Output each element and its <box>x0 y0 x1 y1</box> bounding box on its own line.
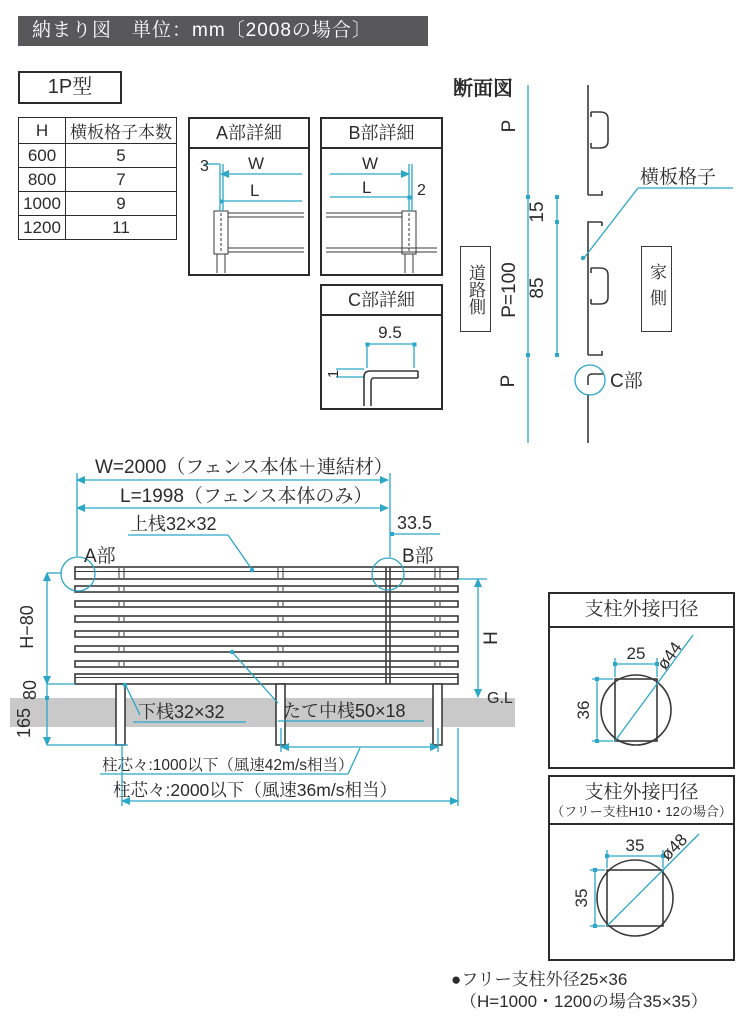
detail-c-tick <box>366 343 370 347</box>
top-rail-leader <box>128 535 251 568</box>
dim-85: 85 <box>527 277 548 299</box>
board-grid-label: 横板格子 <box>640 167 717 188</box>
circumcircle2-title: 支柱外接円径 <box>584 782 699 803</box>
bottom-rail-label: 下桟32×32 <box>138 702 225 722</box>
table-row <box>19 144 177 168</box>
c2-height: 35 <box>572 888 591 908</box>
dim-p100: P=100 <box>499 262 520 318</box>
mid-rail-label: たて中桟50×18 <box>283 701 406 721</box>
c-part-circle <box>575 365 605 395</box>
cell-h: 800 <box>19 168 66 192</box>
table-header-row <box>19 118 177 144</box>
detail-a-l-tick <box>220 200 224 204</box>
cell-h: 1200 <box>19 216 66 240</box>
detail-c-tick <box>413 343 417 347</box>
c2-tick <box>605 854 609 858</box>
circumcircle2-subtitle: （フリー支柱H10・12の場合） <box>551 804 732 819</box>
section-dim-lines <box>528 85 557 443</box>
section-view-title: 断面図 <box>453 78 513 100</box>
c1-tick <box>595 739 599 743</box>
col-header-count: 横板格子本数 <box>66 118 177 144</box>
detail-a-drawing <box>190 149 306 273</box>
detail-b-dim2: 2 <box>417 182 426 199</box>
house-side-label: 家側 <box>647 263 666 315</box>
detail-a-box <box>188 117 310 276</box>
top-rail-dot <box>250 568 254 572</box>
circumcircle2-header <box>550 777 733 825</box>
model-type-label: 1P型 <box>47 76 93 98</box>
dim335-tick <box>390 532 394 536</box>
b-part-label: B部 <box>402 546 434 567</box>
c2-tick <box>593 924 597 928</box>
title-bar <box>18 16 428 46</box>
cell-count: 9 <box>66 192 177 216</box>
detail-b-w: W <box>362 154 379 173</box>
detail-a-l: L <box>250 181 260 200</box>
circumcircle-box-2 <box>548 775 735 961</box>
footnote <box>451 969 708 1013</box>
section-drawing <box>448 60 740 450</box>
pitch2-label: 柱芯々:2000以下（風速36m/s相当） <box>113 780 397 800</box>
page-title: 納まり図 単位：mm〔2008の場合〕 <box>32 20 372 41</box>
top-rail-label: 上桟32×32 <box>130 514 217 534</box>
c1-tick <box>613 662 617 666</box>
col-header-h: H <box>19 118 66 144</box>
w-dim-label: W=2000（フェンス本体＋連結材） <box>95 457 393 478</box>
detail-b-l-tick <box>408 196 412 200</box>
section-leader-dot <box>581 256 585 260</box>
detail-c-dims <box>336 344 414 377</box>
c1-diameter: ø44 <box>653 638 686 674</box>
c1-tick <box>595 677 599 681</box>
circumcircle1-drawing <box>550 628 733 765</box>
dim-h80: H−80 <box>17 605 37 649</box>
dim-335: 33.5 <box>397 513 433 533</box>
detail-c-drawing <box>322 316 439 408</box>
c2-diameter: ø48 <box>657 830 692 865</box>
mid-rail-dot <box>230 650 234 654</box>
c2-tick <box>593 868 597 872</box>
detail-c-dim-width: 9.5 <box>378 323 402 342</box>
table-row <box>19 192 177 216</box>
circumcircle-box-1 <box>548 592 735 769</box>
detail-b-title: B部詳細 <box>322 119 441 149</box>
cell-h: 600 <box>19 144 66 168</box>
detail-a-w: W <box>248 154 265 173</box>
road-side-label: 道路側 <box>466 263 485 315</box>
cell-h: 1000 <box>19 192 66 216</box>
model-type-box <box>18 71 122 104</box>
footnote-line1: ●フリー支柱外径25×36 <box>451 970 628 989</box>
detail-a-dim3: 3 <box>200 158 209 175</box>
detail-c-box <box>320 284 443 410</box>
dim-p-bottom: P <box>498 374 519 388</box>
gl-label: G.L <box>487 690 513 707</box>
house-side-box <box>641 246 672 332</box>
ground-tick <box>45 696 49 700</box>
detail-a-fence-lines <box>214 211 304 273</box>
detail-a-title: A部詳細 <box>190 119 308 149</box>
table-row <box>19 216 177 240</box>
l-dim-label: L=1998（フェンス本体のみ） <box>120 486 373 507</box>
detail-c-profile <box>364 371 418 406</box>
footnote-line2: （H=1000・1200の場合35×35） <box>460 992 708 1011</box>
dim-h: H <box>481 631 502 645</box>
c1-width: 25 <box>626 644 646 663</box>
c1-height: 36 <box>574 700 593 720</box>
a-part-label: A部 <box>84 546 116 567</box>
road-side-box <box>460 246 491 332</box>
dim-165: 165 <box>14 707 34 739</box>
bottom-rail-dot <box>123 683 127 687</box>
circumcircle1-title: 支柱外接円径 <box>550 594 733 628</box>
post-section-1 <box>601 675 671 745</box>
detail-c-title: C部詳細 <box>322 286 441 316</box>
pitch1-label: 柱芯々:1000以下（風速42m/s相当） <box>102 757 354 774</box>
detail-b-box <box>320 117 443 276</box>
c-part-label: C部 <box>610 371 643 392</box>
board-count-table <box>18 117 177 240</box>
c2-width: 35 <box>625 836 645 855</box>
table-row <box>19 168 177 192</box>
dim-80: 80 <box>20 679 40 701</box>
cell-count: 11 <box>66 216 177 240</box>
detail-b-fence-lines <box>326 211 437 273</box>
cell-count: 5 <box>66 144 177 168</box>
detail-b-drawing <box>322 149 439 273</box>
circumcircle2-drawing <box>550 825 733 947</box>
dim-p-top: P <box>499 119 520 133</box>
detail-b-l: L <box>362 178 372 197</box>
cell-count: 7 <box>66 168 177 192</box>
detail-c-dim-thickness: 1 <box>325 369 342 379</box>
dim-15: 15 <box>527 201 548 223</box>
section-post-profile <box>588 85 608 443</box>
